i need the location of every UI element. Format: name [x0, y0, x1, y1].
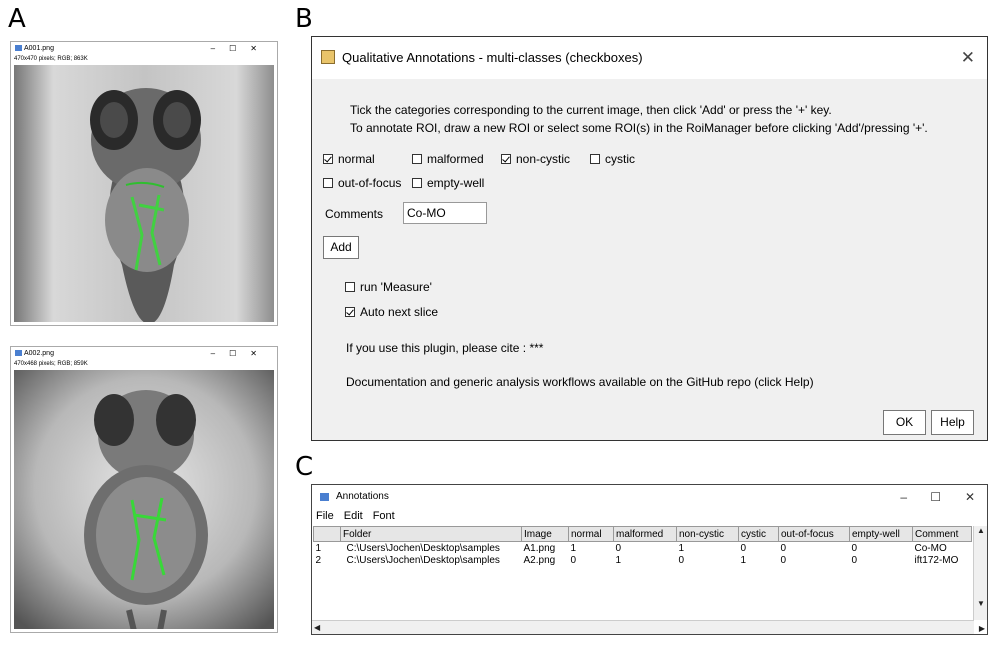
panel-label-a: A [8, 4, 26, 34]
checkbox-box[interactable] [323, 178, 333, 188]
checkbox-out-of-focus[interactable] [323, 176, 401, 190]
image-info: 470x470 pixels; RGB; 863K [14, 56, 88, 62]
checkbox-box[interactable] [412, 178, 422, 188]
column-header-non-cystic[interactable]: non-cystic [677, 527, 739, 542]
checkbox-normal[interactable] [323, 152, 375, 166]
panel-label-c: C [295, 452, 314, 482]
instruction-line-1: Tick the categories corresponding to the current image, then click 'Add' or press the '+' key. [350, 103, 832, 117]
checkbox-label: non-cystic [516, 152, 571, 166]
minimize-button[interactable]: – [900, 490, 907, 504]
annotations-window-title: Annotations [336, 491, 389, 502]
checkbox-label: cystic [605, 152, 635, 166]
cell-normal: 1 [570, 542, 577, 554]
scroll-up-icon[interactable]: ▲ [977, 526, 985, 535]
column-header-index[interactable] [314, 527, 341, 542]
menu-edit[interactable]: Edit [343, 510, 363, 522]
checkbox-label: normal [338, 152, 375, 166]
close-button[interactable]: ✕ [250, 44, 271, 53]
cell-folder: C:\Users\Jochen\Desktop\samples [346, 554, 500, 566]
minimize-button[interactable]: – [210, 44, 230, 53]
help-button[interactable]: Help [931, 410, 974, 435]
checkbox-box[interactable] [412, 154, 422, 164]
scroll-down-icon[interactable]: ▼ [977, 599, 985, 608]
column-header-empty-well[interactable]: empty-well [850, 527, 913, 542]
checkbox-label: out-of-focus [338, 176, 402, 190]
cell-empty-well: 0 [851, 542, 858, 554]
image-window-title: A001.png [24, 45, 54, 52]
cell-out-of-focus: 0 [780, 542, 787, 554]
annotations-table [313, 526, 972, 566]
java-app-icon [321, 50, 335, 64]
menu-font[interactable]: Font [372, 510, 395, 522]
comments-input[interactable]: Co-MO [403, 202, 487, 224]
table-row[interactable] [314, 554, 972, 566]
qualitative-annotations-dialog [311, 36, 988, 441]
checkbox-empty-well[interactable] [412, 176, 484, 190]
dialog-close-button[interactable]: ✕ [960, 48, 975, 67]
checkbox-box[interactable] [323, 154, 333, 164]
checkbox-run-measure[interactable] [345, 280, 432, 294]
imagej-window-icon [15, 45, 22, 51]
dialog-title: Qualitative Annotations - multi-classes (checkboxes) [342, 50, 643, 65]
column-header-folder[interactable]: Folder [341, 527, 522, 542]
zebrafish-image-canvas[interactable] [14, 65, 274, 322]
cell-malformed: 1 [615, 554, 622, 566]
cell-index: 1 [315, 542, 322, 554]
checkbox-cystic[interactable] [590, 152, 635, 166]
cell-index: 2 [315, 554, 322, 566]
cell-normal: 0 [570, 554, 577, 566]
checkbox-label: malformed [427, 152, 484, 166]
checkbox-non-cystic[interactable] [501, 152, 570, 166]
checkbox-label: empty-well [427, 176, 485, 190]
cell-folder: C:\Users\Jochen\Desktop\samples [346, 542, 500, 554]
close-button[interactable]: ✕ [964, 490, 975, 504]
maximize-button[interactable]: ☐ [229, 44, 251, 53]
checkbox-box[interactable] [501, 154, 511, 164]
cite-text: If you use this plugin, please cite : *** [346, 341, 544, 355]
column-header-normal[interactable]: normal [569, 527, 614, 542]
panel-label-b: B [295, 4, 313, 34]
image-window-a002 [10, 346, 278, 633]
cell-malformed: 0 [615, 542, 622, 554]
maximize-button[interactable]: ☐ [930, 490, 941, 504]
cell-out-of-focus: 0 [780, 554, 787, 566]
checkbox-label: run 'Measure' [360, 280, 432, 294]
scroll-right-icon[interactable]: ▶ [978, 624, 985, 633]
cell-image: A2.png [523, 554, 556, 566]
vertical-scrollbar[interactable] [973, 526, 987, 620]
ok-button[interactable]: OK [883, 410, 926, 435]
table-row[interactable] [314, 542, 972, 555]
cell-comment: Co-MO [914, 542, 947, 554]
close-button[interactable]: ✕ [250, 349, 271, 358]
column-header-comment[interactable]: Comment [913, 527, 972, 542]
column-header-malformed[interactable]: malformed [614, 527, 677, 542]
image-window-title: A002.png [24, 350, 54, 357]
cell-empty-well: 0 [851, 554, 858, 566]
checkbox-label: Auto next slice [360, 305, 439, 319]
column-header-out-of-focus[interactable]: out-of-focus [779, 527, 850, 542]
cell-non-cystic: 0 [678, 554, 685, 566]
table-header-row [314, 527, 972, 542]
checkbox-auto-next-slice[interactable] [345, 305, 438, 319]
checkbox-box[interactable] [345, 307, 355, 317]
scroll-left-icon[interactable]: ◀ [314, 623, 321, 632]
horizontal-scrollbar[interactable] [312, 620, 974, 634]
cell-cystic: 1 [740, 554, 747, 566]
column-header-cystic[interactable]: cystic [739, 527, 779, 542]
menu-bar [312, 509, 987, 524]
cell-comment: ift172-MO [914, 554, 959, 566]
minimize-button[interactable]: – [210, 349, 230, 358]
annotations-table-window [311, 484, 988, 635]
menu-file[interactable]: File [316, 510, 334, 522]
cell-image: A1.png [523, 542, 556, 554]
cell-cystic: 0 [740, 542, 747, 554]
maximize-button[interactable]: ☐ [229, 349, 251, 358]
zebrafish-image-canvas[interactable] [14, 370, 274, 629]
image-window-a001 [10, 41, 278, 326]
cell-non-cystic: 1 [678, 542, 685, 554]
checkbox-malformed[interactable] [412, 152, 484, 166]
documentation-text: Documentation and generic analysis workflows available on the GitHub repo (click Help) [346, 375, 814, 389]
image-info: 470x468 pixels; RGB; 859K [14, 361, 88, 367]
checkbox-box[interactable] [590, 154, 600, 164]
imagej-window-icon [320, 493, 329, 501]
column-header-image[interactable]: Image [522, 527, 569, 542]
add-button[interactable]: Add [323, 236, 359, 259]
instruction-line-2: To annotate ROI, draw a new ROI or select some ROI(s) in the RoiManager before clicking 'Add'/pressing '+'. [350, 121, 928, 135]
imagej-window-icon [15, 350, 22, 356]
checkbox-box[interactable] [345, 282, 355, 292]
comments-label: Comments [325, 207, 384, 221]
